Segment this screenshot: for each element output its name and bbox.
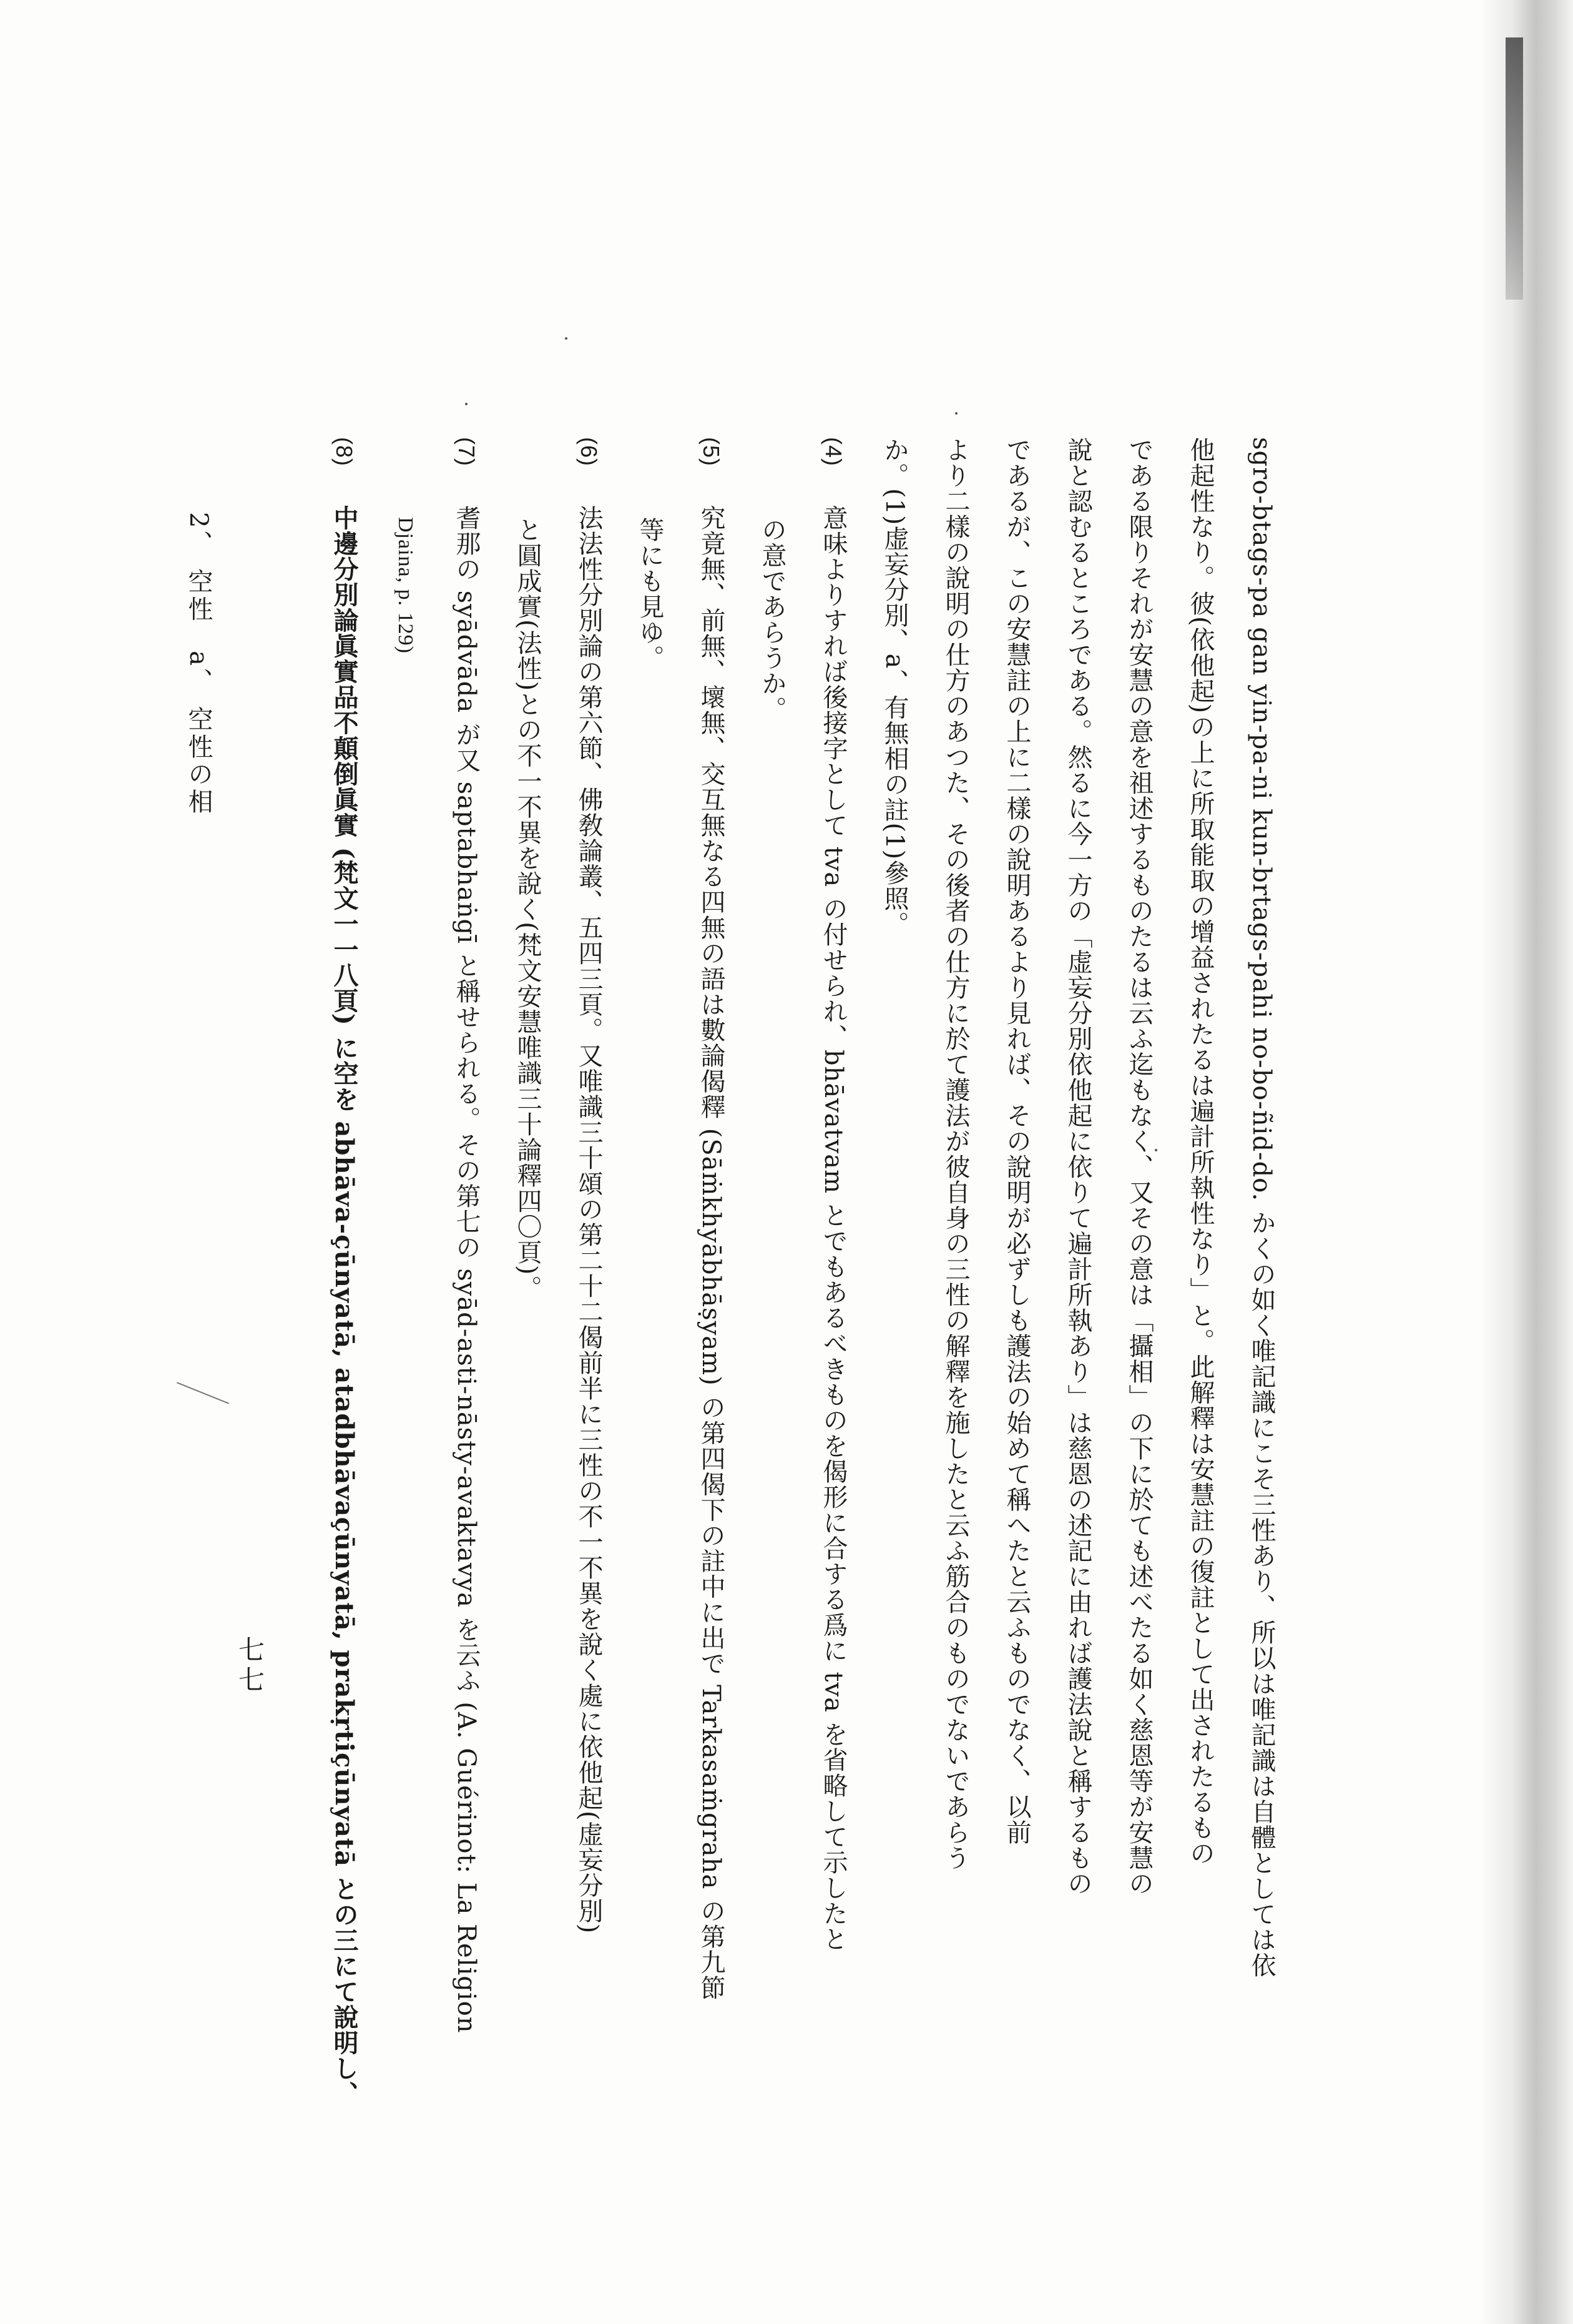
main-text-block xyxy=(231,437,1292,2185)
binding-shadow xyxy=(1479,0,1573,2324)
text-column-1 xyxy=(1231,437,1292,2185)
text-column-7 xyxy=(864,437,925,2185)
footnote-6-cont xyxy=(497,437,558,2185)
scan-speck xyxy=(955,412,958,415)
footnote-text: 究竟無、前無、壞無、交互無なる四無の語は數論偈釋 (Sāṁkhyābhāṣyam) の第四偈下の註中に出で Tarkasaṁgraha の第九節 xyxy=(697,505,725,2001)
footnote-number: (5) xyxy=(698,437,724,466)
column-text: 他起性なり。彼(依他起)の上に所取能取の增益されたるは遍計所執性なり」と。此解釋は安慧註の復註として出されたるもの xyxy=(1186,437,1215,1866)
indent-spacer xyxy=(772,437,773,517)
indent-spacer xyxy=(405,437,406,517)
footnote-number: (8) xyxy=(331,437,357,466)
footnote-6 xyxy=(558,437,619,2185)
text-column-6 xyxy=(925,437,986,2185)
footnote-number: (7) xyxy=(454,437,479,466)
footnote-text: と圓成實(法性)との不一不異を說く(梵文安慧唯識三十論釋四〇頁)。 xyxy=(513,517,542,1301)
scan-speck xyxy=(565,337,567,340)
footnote-text: 耆那の syādvāda が又 saptabhaṅgī と稱せられる。その第七の syād-asti-nāsty-avaktavya を云ふ (A. Guérinot: La Religion xyxy=(452,505,481,2034)
running-head: 2、 空性 a、 空性の相 xyxy=(184,512,213,816)
footnote-text: 等にも見ゆ。 xyxy=(635,517,664,671)
scan-speck xyxy=(465,403,468,405)
footnote-number: (6) xyxy=(576,437,602,466)
text-column-2 xyxy=(1170,437,1231,2185)
scan-speck xyxy=(1155,1149,1157,1151)
footnote-text: 中邊分別論眞實品不顛倒眞實 (梵文一一八頁) に空を abhāva-çūnyatā, atadbhāvaçūnyatā, prakṛtiçūnyatā との三にて說明し、 xyxy=(330,505,359,2107)
footnote-4 xyxy=(803,437,864,2185)
column-text: であるが、この安慧註の上に二樣の說明あるより見れば、その說明が必ずしも護法の始めて稱へたと云ふものでなく、以前 xyxy=(1002,437,1031,1845)
footnote-7 xyxy=(436,437,497,2185)
column-text: である限りそれが安慧の意を祖述するものたるは云ふ迄もなく、又その意は「攝相」の下に於ても述べたる如く慈恩等が安慧の xyxy=(1125,437,1154,1896)
footnote-4-cont xyxy=(742,437,803,2185)
column-text: sgro-btags-pa gan yin-pa-ni kun-brtags-pahi no-bo-ñid-do. かくの如く唯記識にこそ三性あり、所以は唯記識は自體としては依 xyxy=(1247,437,1276,1978)
text-column-5 xyxy=(986,437,1047,2185)
column-text: 說と認むるところである。然るに今一方の「虚妄分別依他起に依りて遍計所執あり」は慈恩の述記に由れば護法說と稱するもの xyxy=(1064,437,1092,1896)
text-column-3 xyxy=(1109,437,1170,2185)
footnote-text: の意であらうか。 xyxy=(758,517,786,722)
text-column-4 xyxy=(1047,437,1109,2185)
footnote-7-cont xyxy=(375,437,436,2185)
footnote-8 xyxy=(313,437,375,2185)
footnote-text: 法法性分別論の第六節、佛敎論叢、五四三頁。又唯識三十頌の第二十二偈前半に三性の不一不異を說く處に依他起(虚妄分別) xyxy=(574,505,603,1934)
footnote-5 xyxy=(680,437,742,2185)
footnote-5-cont xyxy=(619,437,680,2185)
column-text: より二樣の說明の仕方のあつた、その後者の仕方に於て護法が彼自身の三性の解釋を施したと云ふ筋合のものでないであらう xyxy=(941,437,970,1871)
footnote-number: (4) xyxy=(821,437,846,466)
column-text: か。(1)虚妄分別、a、有無相の註(1)參照。 xyxy=(880,437,909,937)
pencil-stroke-mark xyxy=(177,1382,229,1404)
footnote-text: Djaina, p. 129) xyxy=(394,517,417,654)
page-number: 七七 xyxy=(235,1636,265,1696)
footnote-text: 意味よりすれば後接字として tva の付せられ、bhāvatvam とでもあるべきものを偈形に合する爲に tva を省略して示したと xyxy=(819,505,848,1952)
indent-spacer xyxy=(527,437,528,517)
binding-edge-mark xyxy=(1506,37,1523,300)
